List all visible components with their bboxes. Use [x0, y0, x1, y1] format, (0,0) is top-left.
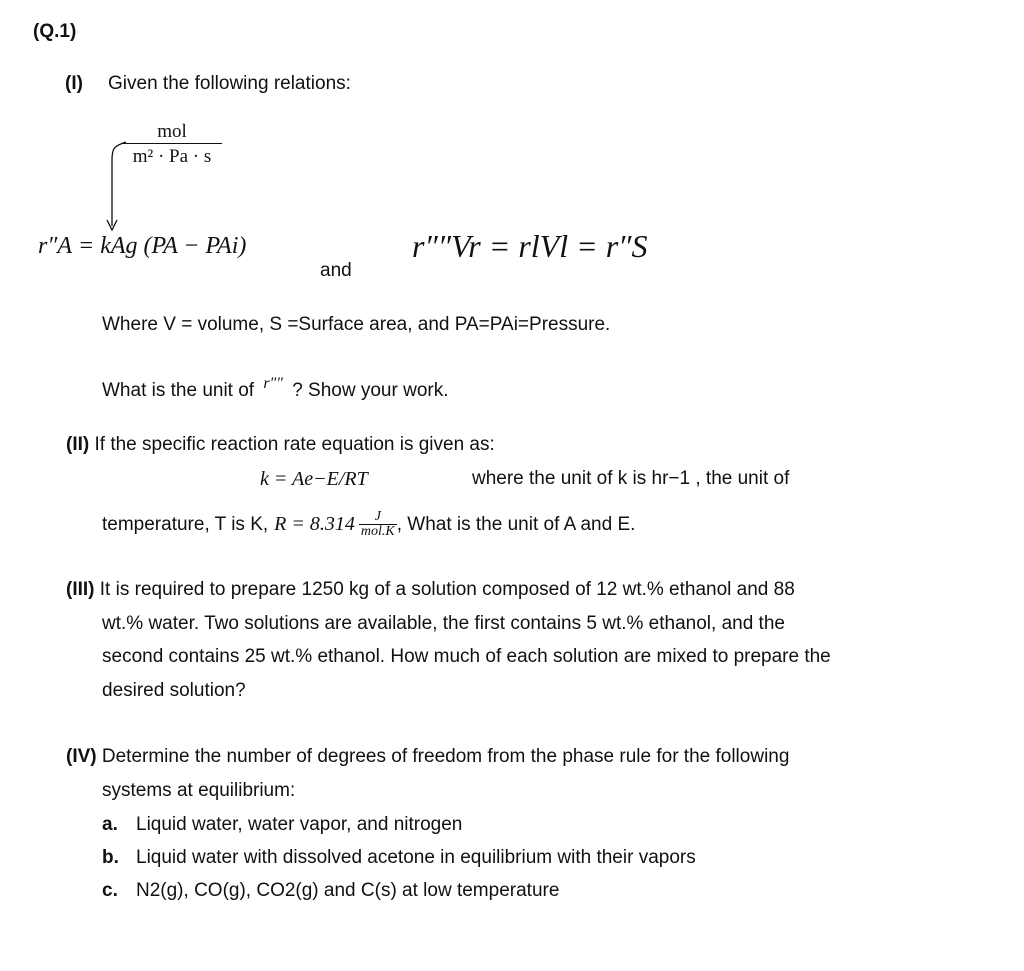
part3-line4: desired solution? — [102, 680, 246, 701]
definitions-text: Where V = volume, S =Surface area, and PA=PAi=Pressure. — [102, 314, 611, 335]
question-pre: What is the unit of — [102, 380, 255, 401]
part2-intro-line — [66, 435, 495, 454]
rate-relation-equation: r″″Vr = rlVl = r″S — [412, 228, 648, 264]
and-word: and — [320, 260, 352, 281]
part2-number: (II) — [66, 434, 90, 455]
unit-arrow-icon — [100, 140, 130, 235]
temperature-text: temperature, T is K, — [102, 513, 269, 535]
part2-question: , What is the unit of A and E. — [396, 513, 636, 535]
list-marker: c. — [102, 880, 118, 901]
part4-number: (IV) — [66, 746, 97, 767]
unit-numerator-j: J — [359, 510, 397, 525]
rate-expression: = kAg (PA − PAi) — [78, 233, 247, 259]
part3-number: (III) — [66, 579, 95, 600]
part3-line3: second contains 25 wt.% ethanol. How much of each solution are mixed to prepare the — [102, 646, 831, 667]
unit-numerator: mol — [122, 121, 222, 144]
part1-number: (I) — [65, 73, 83, 94]
part4-line1 — [66, 747, 789, 766]
rate-equation — [38, 233, 246, 260]
part3-line1 — [66, 580, 795, 599]
question-symbol: r″″ — [263, 375, 283, 392]
unit-annotation — [122, 121, 222, 170]
list-item-text: N2(g), CO(g), CO2(g) and C(s) at low temperature — [136, 880, 560, 901]
rate-symbol: r″A — [38, 233, 72, 259]
unit-denominator: m² · Pa · s — [132, 146, 212, 167]
part3-text-line1: It is required to prepare 1250 kg of a solution composed of 12 wt.% ethanol and 88 — [99, 579, 795, 600]
part1-heading: Given the following relations: — [108, 73, 351, 94]
question-post: ? Show your work. — [292, 380, 449, 401]
list-item-text: Liquid water with dissolved acetone in equilibrium with their vapors — [136, 847, 696, 868]
list-marker: a. — [102, 814, 118, 835]
list-marker: b. — [102, 847, 119, 868]
list-item — [102, 815, 462, 834]
part2-intro: If the specific reaction rate equation is given as: — [94, 434, 495, 455]
list-item-text: Liquid water, water vapor, and nitrogen — [136, 814, 463, 835]
part3-line2: wt.% water. Two solutions are available, the first contains 5 wt.% ethanol, and the — [102, 613, 785, 634]
part4-line2: systems at equilibrium: — [102, 780, 296, 801]
k-unit-text: where the unit of k is hr−1 , the unit of — [472, 468, 790, 489]
unit-denominator-molk: mol.K — [360, 523, 395, 539]
gas-constant-unit — [359, 510, 397, 539]
part2-line2 — [102, 504, 635, 544]
part4-text-line1: Determine the number of degrees of freedom from the phase rule for the following — [101, 746, 790, 767]
arrhenius-equation: k = Ae−E/RT — [260, 468, 368, 490]
list-item — [102, 848, 696, 867]
part1-question — [102, 375, 449, 401]
gas-constant: R = 8.314 — [274, 513, 355, 535]
question-label: (Q.1) — [33, 21, 77, 42]
list-item — [102, 881, 559, 900]
